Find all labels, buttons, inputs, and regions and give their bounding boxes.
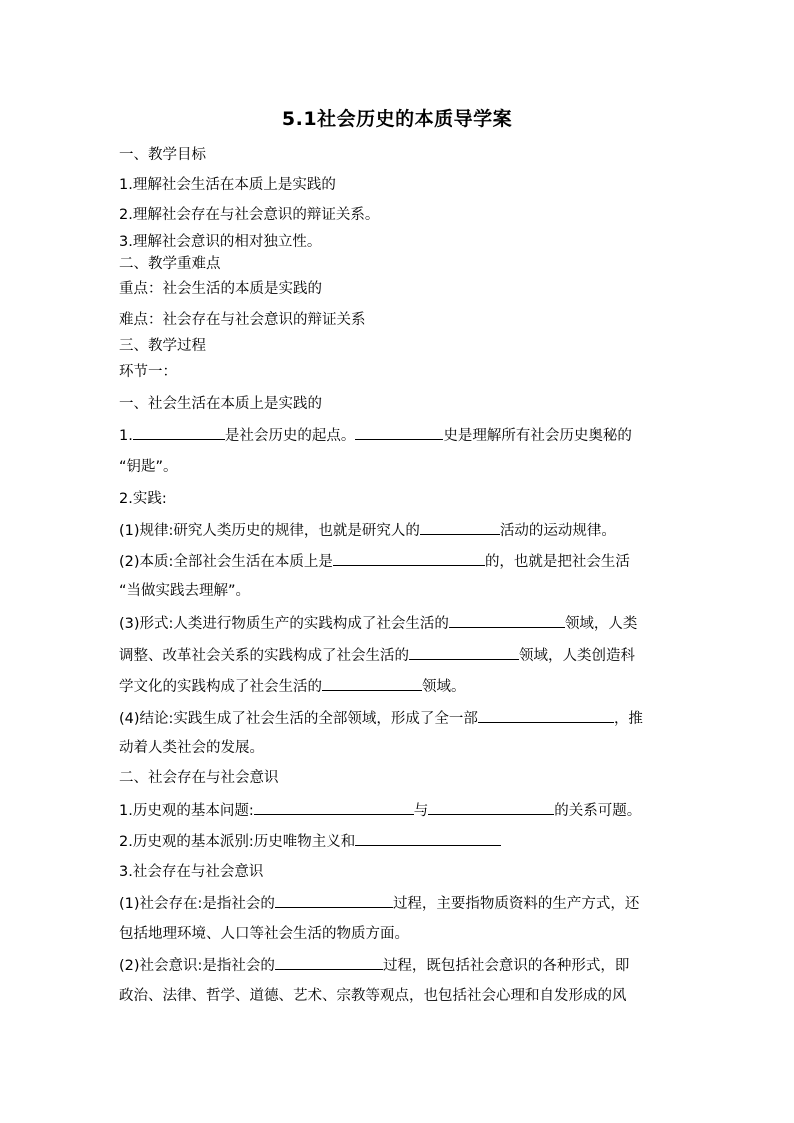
fill-blank[interactable] <box>409 645 519 660</box>
line-text: 2.理解社会存在与社会意识的辩证关系。 <box>119 207 380 223</box>
line-text: 与 <box>413 803 429 819</box>
line-text: 领域。 <box>422 679 466 695</box>
line-text: 1.历史观的基本问题: <box>119 803 254 819</box>
line-text: 调整、改革社会关系的实践构成了社会生活的 <box>119 648 409 664</box>
line-text: ，推 <box>613 711 643 727</box>
item-form-cont-1 <box>119 645 635 666</box>
line-text: 环节一： <box>119 364 177 380</box>
existence-consciousness-heading <box>119 862 263 882</box>
line-text: 重点：社会生活的本质是实践的 <box>119 281 322 297</box>
line-text: 难点：社会存在与社会意识的辩证关系 <box>119 312 366 328</box>
line-text: 学文化的实践构成了社会生活的 <box>119 679 322 695</box>
line-text: (4)结论:实践生成了社会生活的全部领域，形成了全一部 <box>119 711 478 727</box>
line-text: (2)社会意识:是指社会的 <box>119 958 275 974</box>
question-1 <box>119 425 632 446</box>
line-text: (1)规律:研究人类历史的规律，也就是研究人的 <box>119 523 420 539</box>
line-text: 二、社会存在与社会意识 <box>119 770 279 786</box>
fill-blank[interactable] <box>478 708 614 723</box>
line-text: 3.理解社会意识的相对独立性。 <box>119 234 322 250</box>
line-text: 一、社会生活在本质上是实践的 <box>119 396 322 412</box>
fill-blank[interactable] <box>355 831 501 846</box>
line-text: 是社会历史的起点。 <box>224 428 356 444</box>
line-text: 三、教学过程 <box>119 338 206 354</box>
basic-schools <box>119 831 501 852</box>
line-text: 史是理解所有社会历史奥秘的 <box>443 428 632 444</box>
line-text: 动着人类社会的发展。 <box>119 740 264 756</box>
line-text: 2.实践: <box>119 491 167 507</box>
fill-blank[interactable] <box>275 893 393 908</box>
line-text: (3)形式:人类进行物质生产的实践构成了社会生活的 <box>119 616 449 632</box>
line-text: “钥匙”。 <box>119 459 178 475</box>
social-existence <box>119 893 639 914</box>
item-conclusion-cont <box>119 738 264 758</box>
heading-key-points <box>119 254 221 274</box>
question-2-heading <box>119 489 167 509</box>
basic-question <box>119 800 641 821</box>
line-text: 领域，人类 <box>564 616 638 632</box>
item-conclusion <box>119 708 643 729</box>
item-form-cont-2 <box>119 676 466 697</box>
line-text: 活动的运动规律。 <box>499 523 616 539</box>
line-text: 的关系可题。 <box>554 803 642 819</box>
social-existence-cont <box>119 924 409 944</box>
social-consciousness-cont <box>119 986 627 1006</box>
line-text: 一、教学目标 <box>119 147 206 163</box>
key-point <box>119 279 322 299</box>
line-text: (2)本质:全部社会生活在本质上是 <box>119 554 333 570</box>
line-text: 领域，人类创造科 <box>519 648 635 664</box>
line-text: 的，也就是把社会生活 <box>484 554 630 570</box>
goal-1 <box>119 175 336 195</box>
fill-blank[interactable] <box>428 800 554 815</box>
line-text: 政治、法律、哲学、道德、艺术、宗教等观点，也包括社会心理和自发形成的风 <box>119 988 627 1004</box>
item-form <box>119 613 637 634</box>
section-1-heading <box>119 394 322 414</box>
line-text: 1.理解社会生活在本质上是实践的 <box>119 177 336 193</box>
fill-blank[interactable] <box>275 955 383 970</box>
segment-one-label <box>119 362 177 382</box>
document-title: 5.1社会历史的本质导学案 <box>281 108 513 130</box>
line-text: 2.历史观的基本派别:历史唯物主义和 <box>119 834 356 850</box>
item-essence-cont <box>119 581 250 601</box>
goal-2 <box>119 205 379 225</box>
line-text: 包括地理环境、人口等社会生活的物质方面。 <box>119 926 409 942</box>
line-text: 二、教学重难点 <box>119 256 221 272</box>
goal-3 <box>119 232 321 252</box>
fill-blank[interactable] <box>333 551 485 566</box>
fill-blank[interactable] <box>355 425 443 440</box>
heading-teaching-process <box>119 336 206 356</box>
line-text: 1. <box>119 428 133 444</box>
item-law <box>119 520 616 541</box>
line-text: (1)社会存在:是指社会的 <box>119 896 275 912</box>
social-consciousness <box>119 955 629 976</box>
item-essence <box>119 551 630 572</box>
difficult-point <box>119 310 366 330</box>
fill-blank[interactable] <box>420 520 500 535</box>
fill-blank[interactable] <box>254 800 414 815</box>
line-text: 3.社会存在与社会意识 <box>119 864 264 880</box>
section-2-heading <box>119 768 279 788</box>
fill-blank[interactable] <box>133 425 225 440</box>
line-text: 过程，主要指物质资料的生产方式，还 <box>392 896 640 912</box>
fill-blank[interactable] <box>322 676 422 691</box>
question-1-cont <box>119 457 178 477</box>
fill-blank[interactable] <box>449 613 565 628</box>
heading-teaching-goals <box>119 145 206 165</box>
line-text: “当做实践去理解”。 <box>119 583 251 599</box>
line-text: 过程，既包括社会意识的各种形式，即 <box>382 958 630 974</box>
